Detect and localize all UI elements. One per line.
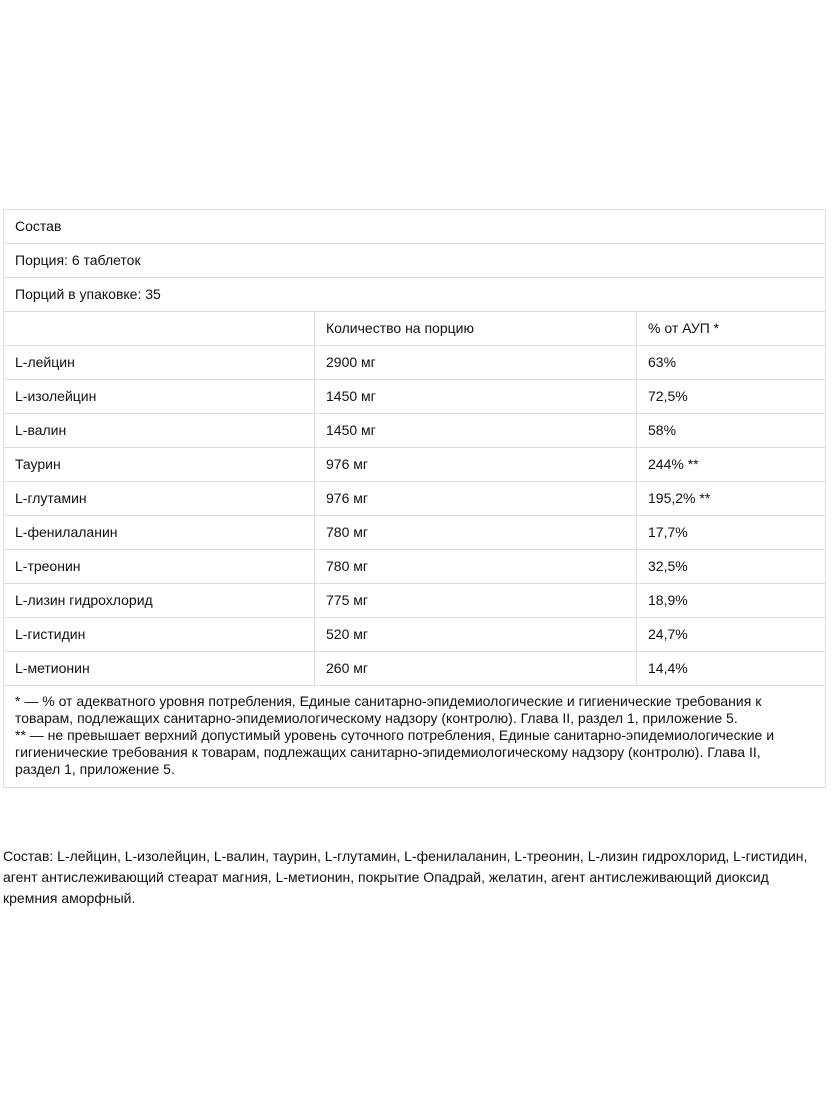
ingredient-percent: 17,7% <box>637 516 826 550</box>
ingredient-name: Таурин <box>4 448 315 482</box>
nutrition-table-container <box>3 209 825 788</box>
ingredient-name: L-лизин гидрохлорид <box>4 584 315 618</box>
table-row <box>4 652 826 686</box>
table-title-row <box>4 210 826 244</box>
ingredient-name: L-глутамин <box>4 482 315 516</box>
ingredient-name: L-гистидин <box>4 618 315 652</box>
ingredient-amount: 2900 мг <box>315 346 637 380</box>
ingredient-amount: 260 мг <box>315 652 637 686</box>
table-row <box>4 584 826 618</box>
ingredient-percent: 14,4% <box>637 652 826 686</box>
ingredient-amount: 775 мг <box>315 584 637 618</box>
column-header-amount: Количество на порцию <box>315 312 637 346</box>
table-row <box>4 482 826 516</box>
footnotes-cell <box>4 686 826 788</box>
column-header-row <box>4 312 826 346</box>
ingredient-percent: 72,5% <box>637 380 826 414</box>
ingredient-name: L-валин <box>4 414 315 448</box>
column-header-percent: % от АУП * <box>637 312 826 346</box>
ingredient-name: L-метионин <box>4 652 315 686</box>
table-row <box>4 516 826 550</box>
ingredient-percent: 244% ** <box>637 448 826 482</box>
ingredient-percent: 63% <box>637 346 826 380</box>
ingredient-name: L-фенилаланин <box>4 516 315 550</box>
ingredient-amount: 1450 мг <box>315 414 637 448</box>
table-row <box>4 346 826 380</box>
nutrition-table <box>3 209 826 788</box>
servings-per-package-row <box>4 278 826 312</box>
table-row <box>4 618 826 652</box>
composition-paragraph: Состав: L-лейцин, L-изолейцин, L-валин, таурин, L-глутамин, L-фенилаланин, L-треонин, L-лизин гидрохлорид, L-гистидин, агент антислеживающий стеарат магния, L-метионин, покрытие Опадрай, желатин, агент антислеживающий диоксид кремния аморфный. <box>3 848 808 906</box>
ingredient-name: L-треонин <box>4 550 315 584</box>
ingredient-percent: 18,9% <box>637 584 826 618</box>
footnote-single-asterisk: * — % от адекватного уровня потребления, Единые санитарно-эпидемиологические и гигиенические требования к товарам, подлежащих санитарно-эпидемиологическому надзору (контролю). Глава II, раздел 1, приложение 5. <box>15 693 762 726</box>
table-title: Состав <box>4 210 826 244</box>
ingredient-amount: 976 мг <box>315 482 637 516</box>
ingredient-name: L-изолейцин <box>4 380 315 414</box>
serving-size: Порция: 6 таблеток <box>4 244 826 278</box>
table-row <box>4 414 826 448</box>
ingredient-amount: 780 мг <box>315 516 637 550</box>
table-row <box>4 550 826 584</box>
table-row <box>4 448 826 482</box>
footnote-double-asterisk: ** — не превышает верхний допустимый уровень суточного потребления, Единые санитарно-эпидемиологические и гигиенические требования к товарам, подлежащих санитарно-эпидемиологическому надзору (контролю). Глава II, раздел 1, приложение 5. <box>15 727 775 777</box>
serving-size-row <box>4 244 826 278</box>
ingredient-percent: 32,5% <box>637 550 826 584</box>
ingredient-amount: 780 мг <box>315 550 637 584</box>
table-row <box>4 380 826 414</box>
ingredient-percent: 58% <box>637 414 826 448</box>
ingredient-amount: 976 мг <box>315 448 637 482</box>
servings-per-package: Порций в упаковке: 35 <box>4 278 826 312</box>
footnotes-row <box>4 686 826 788</box>
ingredient-amount: 520 мг <box>315 618 637 652</box>
ingredient-percent: 24,7% <box>637 618 826 652</box>
ingredient-amount: 1450 мг <box>315 380 637 414</box>
ingredient-name: L-лейцин <box>4 346 315 380</box>
column-header-name <box>4 312 315 346</box>
ingredient-percent: 195,2% ** <box>637 482 826 516</box>
